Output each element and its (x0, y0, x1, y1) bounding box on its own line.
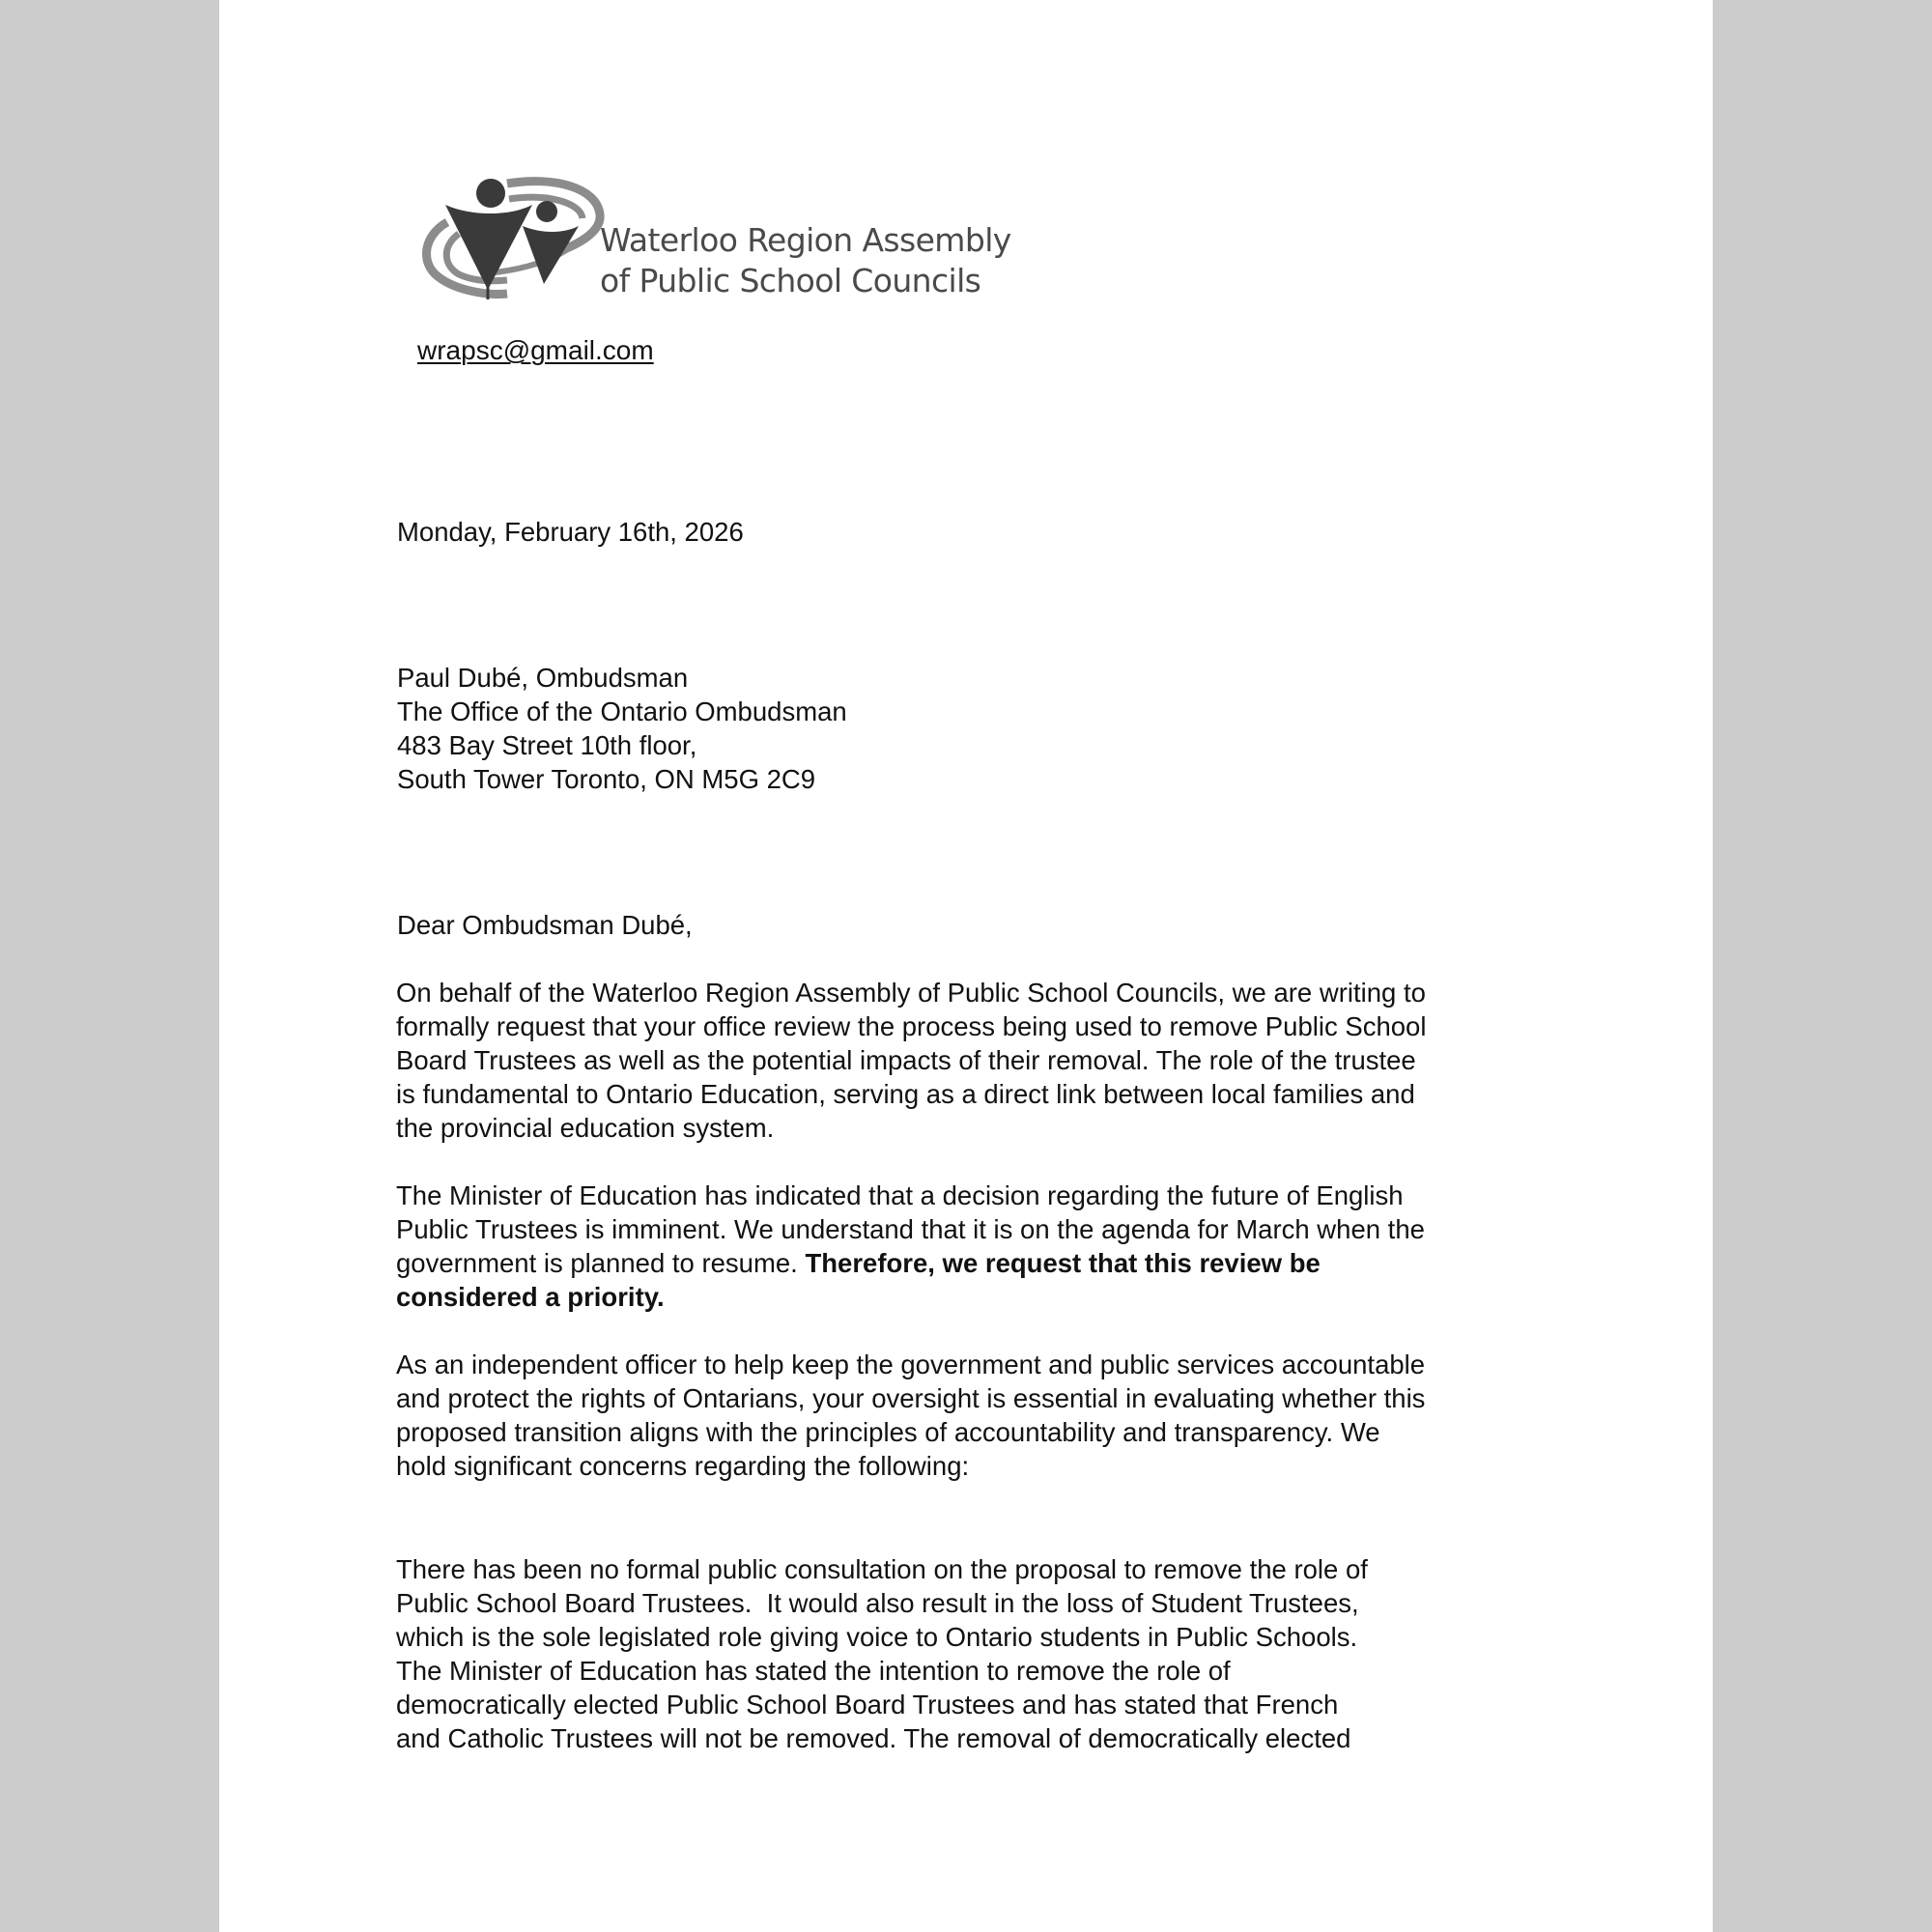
paragraph-line: There has been no formal public consultation on the proposal to remove the role of (396, 1554, 1368, 1584)
email-link[interactable]: wrapsc@gmail.com (417, 335, 654, 365)
paragraph-line: Board Trustees as well as the potential impacts of their removal. The role of the trustee (396, 1045, 1416, 1075)
paragraph-line: As an independent officer to help keep the government and public services accountable (396, 1350, 1426, 1379)
paragraph-2 (396, 1179, 1425, 1314)
paragraph-line: The Minister of Education has stated the intention to remove the role of (396, 1656, 1231, 1686)
paragraph-line: the provincial education system. (396, 1113, 775, 1143)
paragraph-line: hold significant concerns regarding the following: (396, 1451, 970, 1481)
paragraph-line: and protect the rights of Ontarians, your oversight is essential in evaluating whether this (396, 1383, 1426, 1413)
paragraph-line: Public Trustees is imminent. We understand that it is on the agenda for March when the (396, 1214, 1425, 1244)
wrapsc-logo-icon (418, 176, 611, 306)
paragraph-line: proposed transition aligns with the principles of accountability and transparency. We (396, 1417, 1380, 1447)
salutation: Dear Ombudsman Dubé, (397, 910, 693, 940)
organization-name-line-1: Waterloo Region Assembly (600, 221, 1011, 259)
paragraph-line: Public School Board Trustees. It would also result in the loss of Student Trustees, (396, 1588, 1359, 1618)
paragraph-line: and Catholic Trustees will not be removed. The removal of democratically elected (396, 1723, 1351, 1753)
paragraph-1 (396, 976, 1426, 1145)
letter-date: Monday, February 16th, 2026 (397, 517, 744, 547)
emphasis-text: Therefore, we request that this review be (805, 1248, 1321, 1278)
paragraph-line: is fundamental to Ontario Education, serving as a direct link between local families and (396, 1079, 1415, 1109)
paragraph-4 (396, 1519, 1368, 1789)
paragraph-line: The Minister of Education has indicated that a decision regarding the future of English (396, 1180, 1404, 1210)
paragraph-text: government is planned to resume. (396, 1248, 806, 1278)
recipient-street: 483 Bay Street 10th floor, (397, 730, 697, 760)
paragraph-line: formally request that your office review the process being used to remove Public School (396, 1011, 1427, 1041)
paragraph-line: democratically elected Public School Board Trustees and has stated that French (396, 1690, 1339, 1719)
organization-name (600, 220, 1011, 301)
paragraph-line: On behalf of the Waterloo Region Assembly of Public School Councils, we are writing to (396, 978, 1426, 1008)
paragraph-3 (396, 1348, 1425, 1483)
recipient-name: Paul Dubé, Ombudsman (397, 663, 689, 693)
recipient-city: South Tower Toronto, ON M5G 2C9 (397, 764, 816, 794)
paragraph-line (396, 1246, 1425, 1280)
emphasis-line: considered a priority. (396, 1282, 665, 1312)
recipient-address (397, 661, 847, 796)
organization-name-line-2: of Public School Councils (600, 262, 981, 299)
recipient-office: The Office of the Ontario Ombudsman (397, 696, 847, 726)
letterhead-logo (418, 176, 1017, 306)
paragraph-line: which is the sole legislated role giving voice to Ontario students in Public Schools. (396, 1622, 1358, 1652)
